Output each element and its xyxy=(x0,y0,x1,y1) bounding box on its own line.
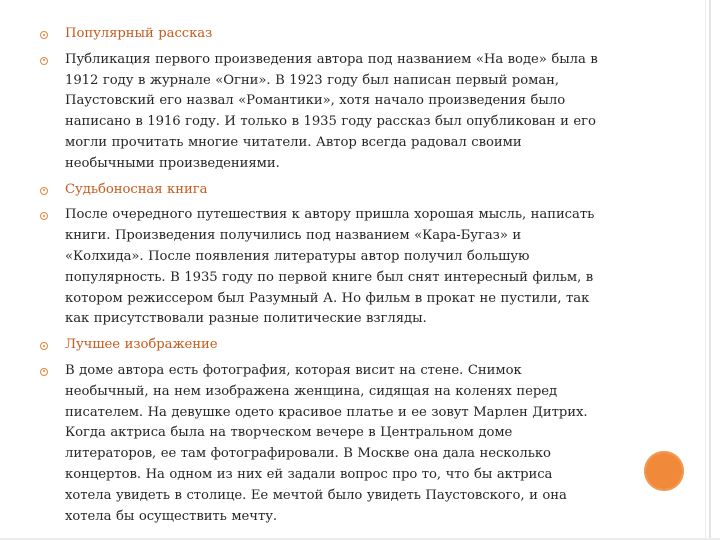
circle-bullet-icon xyxy=(40,187,48,195)
bullet-heading-best-image xyxy=(40,335,600,356)
circle-bullet-icon xyxy=(40,368,48,376)
bullet-paragraph-popular-story xyxy=(40,50,600,175)
circle-bullet-icon xyxy=(40,212,48,220)
circle-bullet-icon xyxy=(40,342,48,350)
decorative-orange-circle xyxy=(644,451,684,491)
bullet-text: Лучшее изображение xyxy=(65,337,218,353)
bullet-text: В доме автора есть фотография, которая висит на стене. Снимок необычный, на нем изображена женщина, сидящая на коленях перед писателем. На девушке одето красивое платье и ее зовут Марлен Дитрих. Когда актриса была на творческом вечере в Центральном доме литераторов, ее там фотографировали. В Москве она дала несколько концертов. На одном из них ей задали вопрос про то, что бы актриса хотела увидеть в столице. Ее мечтой было увидеть Паустовского, и она хотела бы осуществить мечту. xyxy=(65,362,588,524)
bullet-text: Популярный рассказ xyxy=(65,26,213,41)
bullet-paragraph-fateful-book xyxy=(40,205,600,330)
slide-right-border xyxy=(709,0,711,540)
circle-bullet-icon xyxy=(40,57,48,65)
slide-right-border-inner xyxy=(705,0,706,540)
bullet-heading-fateful-book xyxy=(40,180,600,201)
slide-content xyxy=(40,24,600,527)
bullet-text: После очередного путешествия к автору пришла хорошая мысль, написать книги. Произведения получились под названием «Кара-Бугаз» и «Колхида». После появления литературы автор получил большую популярность. В 1935 году по первой книге был снят интересный фильм, в котором режиссером был Разумный А. Но фильм в прокат не пустили, так как присутствовали разные политические взгляды. xyxy=(65,207,595,327)
bullet-heading-popular-story xyxy=(40,24,600,45)
bullet-paragraph-best-image xyxy=(40,361,600,527)
bullet-text: Публикация первого произведения автора под названием «На воде» была в 1912 году в журнале «Огни». В 1923 году был написан первый роман, Паустовский его назвал «Романтики», хотя начало произведения было написано в 1916 году. И только в 1935 году рассказ был опубликован и его могли прочитать многие читатели. Автор всегда радовал своими необычными произведениями. xyxy=(65,51,598,171)
bullet-text: Судьбоносная книга xyxy=(65,181,208,197)
circle-bullet-icon xyxy=(40,31,48,39)
